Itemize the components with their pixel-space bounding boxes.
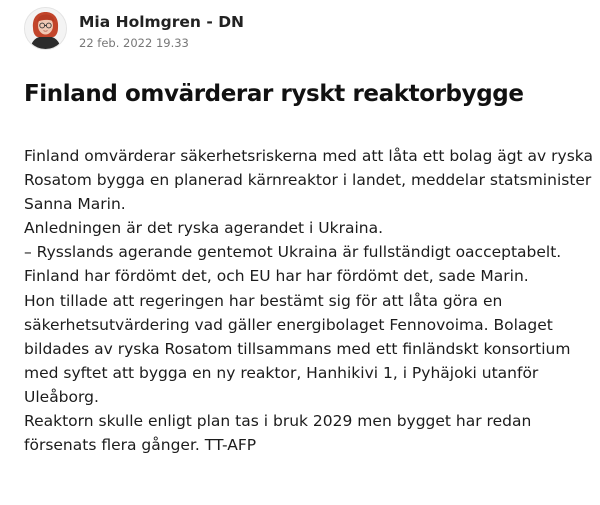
body-line: Sanna Marin.	[24, 195, 126, 214]
body-line: säkerhetsutvärdering vad gäller energibolaget Fennovoima. Bolaget	[24, 315, 553, 334]
author-name[interactable]: Mia Holmgren - DN	[79, 13, 245, 31]
article-headline: Finland omvärderar ryskt reaktorbygge	[24, 81, 524, 107]
body-line: Rosatom bygga en planerad kärnreaktor i landet, meddelar statsminister	[24, 171, 592, 190]
body-line: Hon tillade att regeringen har bestämt sig för att låta göra en	[24, 291, 503, 310]
author-header	[24, 7, 244, 50]
author-avatar[interactable]	[24, 7, 67, 50]
body-line: med syftet att bygga en ny reaktor, Hanhikivi 1, i Pyhäjoki utanför	[24, 363, 539, 382]
body-line: – Rysslands agerande gentemot Ukraina är fullständigt oacceptabelt.	[24, 243, 562, 262]
body-line: Reaktorn skulle enligt plan tas i bruk 2029 men bygget har redan	[24, 412, 532, 431]
body-line: Finland omvärderar säkerhetsriskerna med att låta ett bolag ägt av ryska	[24, 147, 593, 165]
person-avatar-icon	[25, 8, 66, 49]
body-line: bildades av ryska Rosatom tillsammans med ett finländskt konsortium	[24, 339, 571, 358]
body-line: Anledningen är det ryska agerandet i Ukraina.	[24, 219, 384, 238]
author-meta	[79, 7, 244, 50]
body-line: Finland har fördömt det, och EU har har fördömt det, sade Marin.	[24, 267, 529, 286]
body-line: försenats flera gånger. TT-AFP	[24, 436, 257, 455]
timestamp: 22 feb. 2022 19.33	[79, 36, 189, 50]
article-body	[24, 144, 593, 457]
body-line: Uleåborg.	[24, 387, 99, 406]
